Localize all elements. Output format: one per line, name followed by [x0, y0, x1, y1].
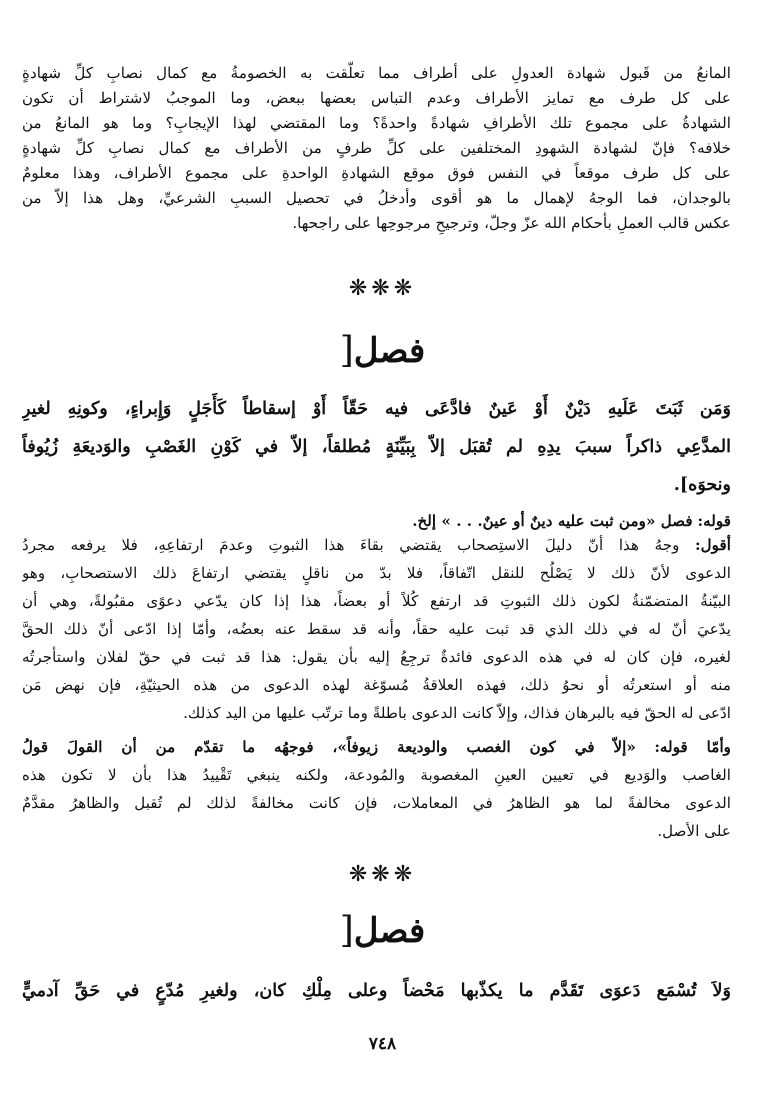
section-heading-text: فصل — [353, 911, 426, 951]
matn-line: وَمَن ثَبَتَ عَلَيهِ دَيْنٌ أَوْ عَينٌ فادَّعَى فيه حَقّاً أَوْ إسقاطاً كَأَجَلٍ وَإِبراءٍ، وكونِهِ لغيرِ — [22, 399, 731, 419]
heading-bracket: [ — [339, 330, 354, 371]
text-line: البيّنةُ المتضمّنةُ لكون ذلك الثبوتِ قد ارتفع كُلاً أو بعضاً، هذا إذا كان يدّعي دعوًى مقبُولةً، وهي أن — [22, 592, 731, 610]
aqulu-label: أقول: — [695, 536, 731, 554]
section-separator: ❋❋❋ — [348, 862, 417, 887]
section-heading — [0, 910, 765, 951]
section-separator: ❋❋❋ — [348, 276, 417, 301]
heading-bracket: [ — [339, 910, 354, 951]
matn-line: وَلاَ تُسْمَع دَعوَى تَقَدَّم ما يكذّبها مَحْضاً وعلى مِلْكِ كان، ولغيرِ مُدّعٍ في حَقِّ آدميٍّ — [22, 981, 731, 1001]
qawluhu-label: وأمّا قوله: — [654, 738, 731, 756]
aqulu-line — [22, 532, 731, 558]
qawluhu-line — [22, 508, 731, 534]
text-line: يدّعيَ أنّ له في ذلك الذي قد ثبت عليه حقاً، وأنه قد سقط عنه بعضُه، وأمّا إذا ادّعى أنّ ذلك الحقَّ — [22, 620, 731, 638]
text-line: على كل طرف مع تمايز الأطراف وعدم التباس بعضها ببعض، وما الموجبُ لاشتراط أن تكون — [22, 89, 731, 107]
qawluhu-quote: فصل «ومن ثبت عليه دينٌ أو عينٌ. . . » إلخ. — [412, 512, 693, 530]
text-line: منه أو استعرتُه أو نحوُ ذلك، فهذه العلاقةُ مُسوّغة لهذه الدعوى من هذه الحيثيّةِ، فإن نهض مَن — [22, 676, 731, 694]
aqulu-text: وجهُ هذا أنّ دليلَ الاستِصحاب يقتضي بقاءَ هذا الثبوتِ وعدمَ ارتفاعِهِ، فلا يرفعه مجردُ — [22, 536, 680, 554]
qawluhu-line — [22, 734, 731, 760]
matn-line: ونحوَه]. — [673, 475, 731, 495]
text-line: الدعوى مخالفةً لما هو الظاهرُ في المعاملات، فإن كانت مخالفةً لذلك لم تُقبل والظاهرُ مقدَّمٌ — [22, 794, 731, 812]
qawluhu-label: قوله: — [697, 512, 731, 530]
section-heading — [0, 330, 765, 371]
text-line: عكس قالب العملِ بأحكام الله عزّ وجلّ، وترجيحِ مرجوحِها على راجحها. — [292, 214, 731, 232]
qawluhu-quote: «إلاّ في كون الغصب والوديعة زيوفاً»، فوجهُه ما تقدّم من أن القولَ قولُ — [22, 738, 636, 756]
text-line: المانعُ من قَبول شهادة العدولِ على أطراف مما تعلّقت به الخصومةُ مع كمال نصابِ كلِّ شهادةٍ — [22, 64, 731, 82]
matn-line: المدَّعِي ذاكراً سببَ يدِهِ لم تُقبَل إلاّ بِبَيِّنَةٍ مُطلقاً، إلاّ في كَوْنِ الغَصْبِ والوَديعَةِ زُيُوفاً — [22, 437, 731, 457]
text-line: على كل طرف موقعاً في النفس فوق موقع الشهادةِ الواحدةِ على مجموع الأطراف، وهذا معلومٌ — [22, 164, 731, 182]
page-number: ٧٤٨ — [368, 1034, 397, 1054]
text-line: ادّعى له الحقّ فيه بالبرهان فذاك، وإلاّ كانت الدعوى باطلةً وما ترتّب عليها من اليد كذلك. — [183, 704, 731, 722]
text-line: الغاصب والوَديع في تعيين العينِ المغصوبة والمُودعة، ولكنه ينبغي تَقْييدُ هذا بأن لا تكون هذه — [22, 766, 731, 784]
text-line: بالوجدان، فما الوجهُ لإهمال ما هو أقوى وأدخلُ في تحصيل السببِ الشرعيِّ، وهل هذا إلاّ من — [22, 189, 731, 207]
section-heading-text: فصل — [353, 331, 426, 371]
text-line: لغيره، فإن كان له في هذه الدعوى فائدةٌ ترجِعُ إليه بأن يقول: هذا قد ثبت في حقّ لفلان واستأجرتُه — [22, 648, 731, 666]
text-line: خلافه؟ فإنّ لشهادة الشهودِ المختلفين على كلِّ طرفٍ من الأطراف مع كمال نصابِ كلِّ شهادةٍ — [22, 139, 731, 157]
text-line: الشهادةُ على مجموع تلك الأطرافِ شهادةً واحدةً؟ وما المقتضي لهذا الإيجابِ؟ وما هو المانعُ من — [22, 114, 731, 132]
text-line: على الأصل. — [657, 822, 731, 840]
text-line: الدعوى لأنّ ذلك لا يَصْلُح للنقل اتّفاقاً، فلا بدّ من ناقلٍ يقتضي ارتفاعَ ذلك الاستصحابِ، وهو — [22, 564, 731, 582]
